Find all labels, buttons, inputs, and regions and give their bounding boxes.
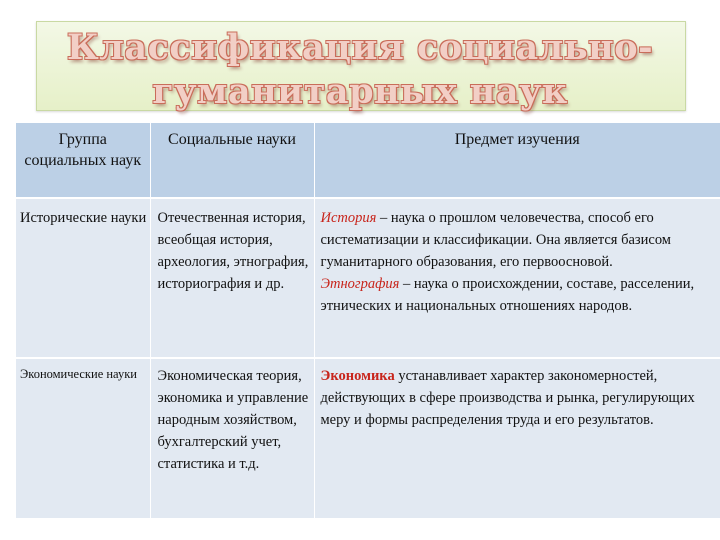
subject-text: – наука о прошлом человечества, способ его систематизации и классификации. Она является базисом гуманитарного образования, его первоосновой. (320, 210, 671, 270)
header-group: Группа социальных наук (16, 123, 150, 198)
cell-subject (314, 358, 720, 518)
subject-text: устанавливает характер закономерностей, действующих в сфере производства и рынка, регулирующих меру и формы распределения труда и его результатов. (320, 368, 695, 428)
cell-subject (314, 198, 720, 358)
cell-group: Экономические науки (16, 358, 150, 518)
classification-table (16, 123, 720, 518)
table-row (16, 198, 720, 358)
header-sciences: Социальные науки (150, 123, 314, 198)
table-row (16, 358, 720, 518)
title-line-1: Классификация социально- (66, 27, 654, 68)
term-economics: Экономика (320, 368, 395, 384)
cell-sciences: Экономическая теория, экономика и управление народным хозяйством, бухгалтерский учет, статистика и т.д. (150, 358, 314, 518)
term-history: История (320, 210, 377, 226)
cell-sciences: Отечественная история, всеобщая история, археология, этнография, историография и др. (150, 198, 314, 358)
cell-group: Исторические науки (16, 198, 150, 358)
title-line-2: гуманитарных наук (152, 71, 568, 112)
slide-title (36, 26, 684, 114)
term-ethnography: Этнография (320, 276, 400, 292)
table-header-row (16, 123, 720, 198)
subject-text: – наука о происхождении, составе, расселении, этнических и национальных отношениях народов. (320, 276, 695, 314)
header-subject: Предмет изучения (314, 123, 720, 198)
